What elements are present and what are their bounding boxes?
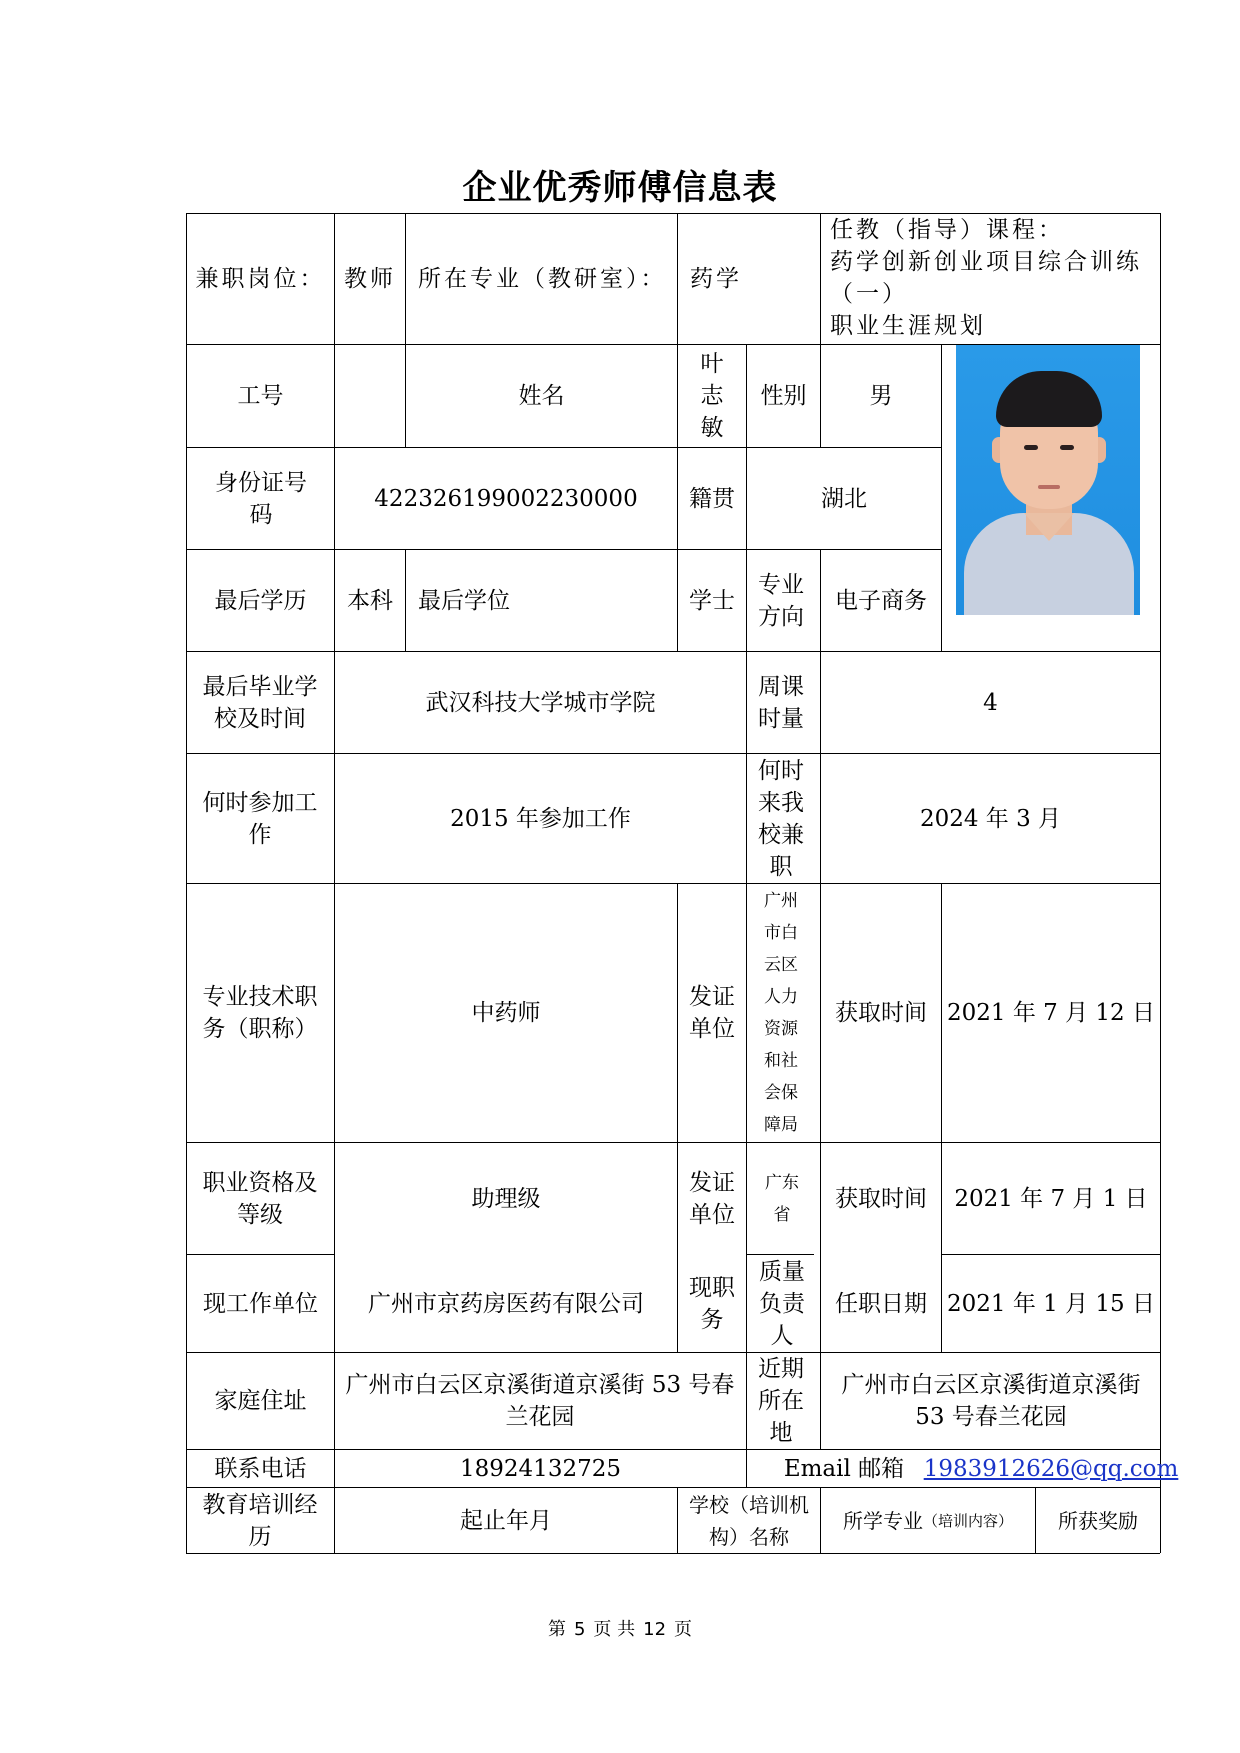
edu-value: 本科: [347, 587, 393, 614]
training-major-cell: [821, 1488, 1035, 1553]
recent-location-value: 广州市白云区京溪街道京溪街 53 号春兰花园: [841, 1372, 1141, 1430]
degree-label: 最后学位: [418, 587, 510, 614]
training-major-label: 所学专业: [842, 1508, 923, 1533]
duty-date-value: 2021 年 1 月 15 日: [947, 1290, 1155, 1317]
unit-value: 广州市京药房医药有限公司: [368, 1290, 644, 1317]
title-label: 专业技术职务（职称）: [202, 984, 318, 1042]
issuer-value: 广州市白云区人力资源和社会保障局: [764, 891, 798, 1135]
join-value: 2024 年 3 月: [919, 805, 1062, 832]
name-value: 叶志敏: [700, 351, 724, 441]
footer-prefix: 第: [547, 1619, 566, 1640]
join-label: 何时来我校兼职: [758, 757, 804, 880]
duty-label: 现职务: [689, 1274, 735, 1333]
edu-label: 最后学历: [214, 587, 307, 614]
direction-value: 电子商务: [835, 587, 927, 614]
id-card-value: 422326199002230000: [374, 485, 638, 512]
course-item: 药学创新创业项目综合训练（一）: [830, 249, 1142, 307]
post-value: 教师: [344, 266, 396, 292]
email-label: Email 邮箱: [783, 1455, 905, 1482]
email-value[interactable]: 1983912626@qq.com: [923, 1455, 1179, 1482]
portrait-photo: [956, 345, 1140, 615]
footer-total-pages: 12: [643, 1619, 667, 1640]
gender-value: 男: [869, 383, 893, 409]
recent-location-label: 近期所在地: [758, 1356, 804, 1446]
footer-mid: 页 共: [593, 1619, 636, 1640]
id-label: 工号: [237, 383, 284, 409]
major-label: 所在专业（教研室）：: [418, 266, 667, 292]
school-value: 武汉科技大学城市学院: [425, 689, 656, 716]
direction-label: 专业方向: [758, 571, 804, 630]
native-label: 籍贯: [689, 485, 735, 512]
title-value: 中药师: [471, 1000, 541, 1026]
training-label: 教育培训经历: [202, 1491, 318, 1550]
email-link[interactable]: [923, 1450, 1179, 1487]
course-block: [830, 214, 1160, 342]
unit-label: 现工作单位: [203, 1290, 318, 1317]
award-label: 所获奖励: [1058, 1508, 1138, 1533]
duty-date-label: 任职日期: [835, 1290, 927, 1317]
work-label: 何时参加工作: [202, 789, 318, 848]
hours-label: 周课时量: [758, 673, 804, 732]
hours-value: 4: [983, 689, 998, 716]
period-label: 起止年月: [460, 1507, 552, 1534]
qualification-value: 助理级: [471, 1185, 541, 1212]
post-label: 兼职岗位：: [195, 266, 326, 292]
home-address-label: 家庭住址: [214, 1388, 307, 1414]
home-address-value: 广州市白云区京溪街道京溪街 53 号春兰花园: [345, 1372, 735, 1430]
school-label: 最后毕业学校及时间: [202, 673, 318, 732]
native-value: 湖北: [821, 485, 867, 512]
footer-suffix: 页: [674, 1619, 693, 1640]
qualification-label: 职业资格及等级: [202, 1169, 318, 1228]
obtain-time-label: 获取时间: [835, 1185, 927, 1212]
degree-value: 学士: [689, 587, 735, 614]
work-value: 2015 年参加工作: [450, 805, 631, 832]
issuer-label: 发证单位: [689, 1169, 735, 1228]
page-footer: [0, 1615, 1240, 1641]
issuer-label: 发证单位: [689, 984, 735, 1042]
course-label: 任教（指导）课程：: [830, 217, 1064, 243]
major-value: 药学: [690, 266, 742, 292]
page-title: 企业优秀师傅信息表: [462, 168, 778, 208]
name-label: 姓名: [518, 383, 565, 409]
footer-page-number: 5: [573, 1619, 586, 1640]
obtain-time-value: 2021 年 7 月 12 日: [947, 1000, 1155, 1026]
obtain-time-value: 2021 年 7 月 1 日: [954, 1185, 1148, 1212]
training-major-note: （培训内容）: [922, 1511, 1013, 1530]
phone-label: 联系电话: [214, 1455, 307, 1482]
issuer-value: 广东省: [765, 1172, 799, 1225]
obtain-time-label: 获取时间: [835, 1000, 927, 1026]
training-school-label: 学校（培训机构）名称: [689, 1492, 809, 1549]
id-value: [335, 345, 405, 447]
duty-value: 质量负责人: [759, 1258, 805, 1349]
gender-label: 性别: [760, 383, 807, 409]
course-item: 职业生涯规划: [830, 313, 986, 339]
phone-value: 18924132725: [460, 1455, 621, 1482]
id-card-label: 身份证号码: [215, 469, 307, 528]
